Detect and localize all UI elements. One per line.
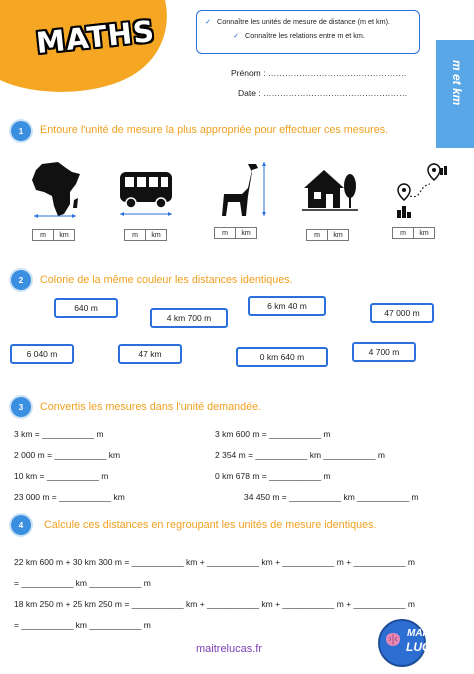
side-tab [436, 40, 474, 148]
house-icon [300, 164, 360, 216]
giraffe-icon [212, 160, 272, 220]
route-map-icon [388, 162, 448, 222]
distance-box[interactable]: 6 040 m [10, 344, 74, 364]
bus-icon [116, 168, 176, 220]
unit-choice-africa[interactable] [32, 229, 75, 241]
unit-option-m[interactable]: m [40, 231, 46, 239]
unit-option-km[interactable]: km [327, 230, 348, 240]
conversion-exercise[interactable]: 34 450 m = ___________ km ___________ m [244, 492, 419, 502]
website-link[interactable]: maitrelucas.fr [196, 643, 263, 655]
calculation-exercise[interactable]: 18 km 250 m + 25 km 250 m = ___________ km + ___________ km + ___________ m + ___________ m [14, 599, 415, 609]
unit-choice-route[interactable] [392, 227, 435, 239]
conversion-exercise[interactable]: 0 km 678 m = ___________ m [215, 471, 331, 481]
logo-text-line1: MAÎTRE [407, 628, 446, 639]
objectives-box [196, 10, 420, 54]
unit-option-m[interactable]: m [222, 229, 228, 237]
date-field[interactable]: Date : …………………………………………… [238, 88, 408, 98]
distance-box[interactable]: 0 km 640 m [236, 347, 328, 367]
distance-box[interactable]: 47 km [118, 344, 182, 364]
conversion-exercise[interactable]: 3 km 600 m = ___________ m [215, 429, 331, 439]
calculation-exercise[interactable]: 22 km 600 m + 30 km 300 m = ___________ km + ___________ km + ___________ m + ___________ m [14, 557, 415, 567]
calculation-result[interactable]: = ___________ km ___________ m [14, 620, 151, 630]
maths-brand-title: MATHS [34, 13, 157, 61]
unit-choice-house[interactable] [306, 229, 349, 241]
distance-box[interactable]: 47 000 m [370, 303, 434, 323]
section-3-title: Convertis les mesures dans l'unité demandée. [40, 401, 262, 413]
objective-2: ✓ Connaître les relations entre m et km. [233, 31, 365, 40]
prenom-field[interactable]: Prénom : …………………………………………. [231, 68, 407, 78]
unit-option-km[interactable]: km [145, 230, 166, 240]
logo-text-line2: LUCAS [406, 640, 448, 654]
check-icon: ✓ [205, 17, 212, 26]
unit-option-m[interactable]: m [314, 231, 320, 239]
conversion-exercise[interactable]: 2 000 m = ___________ km [14, 450, 121, 460]
conversion-exercise[interactable]: 3 km = ___________ m [14, 429, 104, 439]
unit-option-km[interactable]: km [53, 230, 74, 240]
section-3-number: 3 [11, 397, 31, 417]
unit-option-m[interactable]: m [132, 231, 138, 239]
side-tab-label: m et km [450, 60, 464, 106]
distance-box[interactable]: 4 km 700 m [150, 308, 228, 328]
africa-map-icon [28, 160, 84, 222]
unit-choice-giraffe[interactable] [214, 227, 257, 239]
brain-icon [384, 631, 402, 649]
unit-option-km[interactable]: km [235, 228, 256, 238]
conversion-exercise[interactable]: 2 354 m = ___________ km ___________ m [215, 450, 385, 460]
distance-box[interactable]: 640 m [54, 298, 118, 318]
conversion-exercise[interactable]: 23 000 m = ___________ km [14, 492, 125, 502]
calculation-result[interactable]: = ___________ km ___________ m [14, 578, 151, 588]
section-1-title: Entoure l'unité de mesure la plus appropriée pour effectuer ces mesures. [40, 124, 389, 136]
distance-box[interactable]: 4 700 m [352, 342, 416, 362]
unit-choice-bus[interactable] [124, 229, 167, 241]
distance-box[interactable]: 6 km 40 m [248, 296, 326, 316]
section-4-title: Calcule ces distances en regroupant les unités de mesure identiques. [44, 519, 377, 531]
objective-1: ✓ Connaître les unités de mesure de distance (m et km). [205, 17, 391, 26]
unit-option-km[interactable]: km [413, 228, 434, 238]
section-1-number: 1 [11, 121, 31, 141]
section-4-number: 4 [11, 515, 31, 535]
conversion-exercise[interactable]: 10 km = ___________ m [14, 471, 109, 481]
section-2-title: Colorie de la même couleur les distances identiques. [40, 274, 293, 286]
check-icon: ✓ [233, 31, 240, 40]
unit-option-m[interactable]: m [400, 229, 406, 237]
section-2-number: 2 [11, 270, 31, 290]
